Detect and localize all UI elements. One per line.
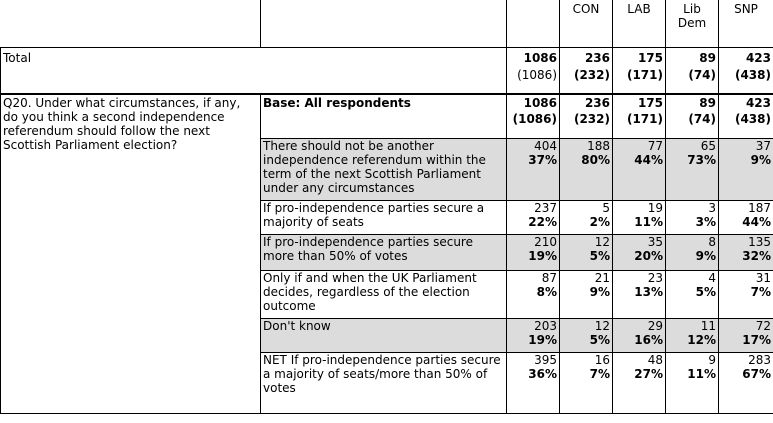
total-cell [666, 47, 719, 94]
percent-value: 27% [634, 366, 663, 381]
count-value: 16 [594, 352, 610, 367]
data-cell [613, 234, 666, 270]
count-value: 188 [587, 138, 610, 153]
column-header-snp: SNP [719, 0, 773, 47]
total-count: 89 [699, 50, 716, 65]
column-header-libdem: Lib Dem [666, 0, 719, 47]
base-weighted: (1086) [512, 112, 557, 126]
percent-value: 73% [687, 152, 716, 167]
data-cell [507, 234, 560, 270]
percent-value: 5% [589, 332, 610, 347]
base-count: 89 [699, 96, 716, 110]
base-label: Base: All respondents [261, 94, 507, 138]
data-cell [560, 200, 613, 234]
base-weighted: (232) [573, 112, 610, 126]
count-value: 8 [708, 234, 716, 249]
count-value: 72 [755, 318, 771, 333]
count-value: 11 [700, 318, 716, 333]
base-weighted: (171) [626, 112, 663, 126]
total-count: 1086 [523, 50, 557, 65]
column-header-lab: LAB [613, 0, 666, 47]
data-cell [507, 318, 560, 352]
percent-value: 9% [750, 152, 771, 167]
percent-value: 5% [589, 248, 610, 263]
base-cell [719, 94, 773, 138]
count-value: 21 [594, 270, 610, 285]
count-value: 48 [647, 352, 663, 367]
header-row [1, 0, 773, 47]
data-cell [560, 138, 613, 200]
data-cell [666, 234, 719, 270]
answer-label: There should not be another independence referendum within the term of the next Scottish Parliament under any circumstances [261, 138, 507, 200]
base-cell [560, 94, 613, 138]
count-value: 135 [748, 234, 771, 249]
percent-value: 37% [528, 152, 557, 167]
data-cell [560, 318, 613, 352]
base-count: 1086 [523, 96, 557, 110]
total-cell [560, 47, 613, 94]
count-value: 187 [748, 200, 771, 215]
answer-label: If pro-independence parties secure more than 50% of votes [261, 234, 507, 270]
header-blank-1 [1, 0, 261, 47]
count-value: 395 [534, 352, 557, 367]
percent-value: 8% [536, 284, 557, 299]
total-count: 236 [584, 50, 610, 65]
count-value: 65 [700, 138, 716, 153]
count-value: 5 [602, 200, 610, 215]
count-value: 203 [534, 318, 557, 333]
data-cell [666, 138, 719, 200]
percent-value: 44% [634, 152, 663, 167]
count-value: 283 [748, 352, 771, 367]
total-weighted: (74) [688, 67, 716, 82]
percent-value: 13% [634, 284, 663, 299]
percent-value: 9% [589, 284, 610, 299]
percent-value: 11% [687, 366, 716, 381]
count-value: 87 [541, 270, 557, 285]
data-cell [560, 234, 613, 270]
data-cell [719, 200, 773, 234]
count-value: 31 [755, 270, 771, 285]
count-value: 19 [647, 200, 663, 215]
percent-value: 11% [634, 214, 663, 229]
count-value: 23 [647, 270, 663, 285]
base-weighted: (438) [734, 112, 771, 126]
data-cell [613, 138, 666, 200]
count-value: 210 [534, 234, 557, 249]
percent-value: 12% [687, 332, 716, 347]
total-count: 175 [637, 50, 663, 65]
data-cell [507, 270, 560, 318]
percent-value: 16% [634, 332, 663, 347]
base-count: 423 [745, 96, 771, 110]
percent-value: 80% [581, 152, 610, 167]
base-cell [507, 94, 560, 138]
total-count: 423 [745, 50, 771, 65]
count-value: 9 [708, 352, 716, 367]
data-cell [719, 270, 773, 318]
base-row [1, 94, 773, 138]
percent-value: 32% [742, 248, 771, 263]
total-cell [719, 47, 773, 94]
count-value: 77 [647, 138, 663, 153]
answer-label: Only if and when the UK Parliament decides, regardless of the election outcome [261, 270, 507, 318]
data-cell [613, 318, 666, 352]
data-cell [613, 200, 666, 234]
percent-value: 7% [589, 366, 610, 381]
answer-label: Don't know [261, 318, 507, 352]
percent-value: 36% [528, 366, 557, 381]
header-total [507, 0, 560, 47]
data-cell [719, 234, 773, 270]
count-value: 4 [708, 270, 716, 285]
data-cell [560, 270, 613, 318]
total-weighted: (232) [573, 67, 610, 82]
percent-value: 17% [742, 332, 771, 347]
total-label: Total [1, 47, 507, 94]
question-text: Q20. Under what circumstances, if any, do you think a second independence referendum should follow the next Scottish Parliament election? [1, 94, 261, 413]
percent-value: 19% [528, 332, 557, 347]
percent-value: 22% [528, 214, 557, 229]
data-cell [507, 138, 560, 200]
percent-value: 5% [695, 284, 716, 299]
total-weighted: (438) [734, 67, 771, 82]
data-cell [507, 352, 560, 413]
percent-value: 19% [528, 248, 557, 263]
count-value: 12 [594, 234, 610, 249]
base-count: 236 [584, 96, 610, 110]
percent-value: 44% [742, 214, 771, 229]
data-cell [613, 270, 666, 318]
data-cell [666, 270, 719, 318]
percent-value: 7% [750, 284, 771, 299]
total-cell [613, 47, 666, 94]
data-cell [613, 352, 666, 413]
count-value: 37 [755, 138, 771, 153]
data-cell [719, 352, 773, 413]
percent-value: 3% [695, 214, 716, 229]
header-blank-2 [261, 0, 507, 47]
base-cell [666, 94, 719, 138]
data-cell [560, 352, 613, 413]
total-weighted: (1086) [517, 67, 557, 82]
total-weighted: (171) [626, 67, 663, 82]
base-weighted: (74) [688, 112, 716, 126]
percent-value: 20% [634, 248, 663, 263]
answer-label: If pro-independence parties secure a majority of seats [261, 200, 507, 234]
data-cell [719, 138, 773, 200]
count-value: 35 [647, 234, 663, 249]
base-count: 175 [637, 96, 663, 110]
data-cell [719, 318, 773, 352]
percent-value: 2% [589, 214, 610, 229]
data-cell [507, 200, 560, 234]
data-cell [666, 318, 719, 352]
percent-value: 9% [695, 248, 716, 263]
count-value: 3 [708, 200, 716, 215]
base-cell [613, 94, 666, 138]
column-header-con: CON [560, 0, 613, 47]
count-value: 29 [647, 318, 663, 333]
answer-label: NET If pro-independence parties secure a majority of seats/more than 50% of votes [261, 352, 507, 413]
count-value: 12 [594, 318, 610, 333]
total-cell [507, 47, 560, 94]
data-cell [666, 200, 719, 234]
count-value: 237 [534, 200, 557, 215]
total-row [1, 47, 773, 94]
data-cell [666, 352, 719, 413]
count-value: 404 [534, 138, 557, 153]
percent-value: 67% [742, 366, 771, 381]
